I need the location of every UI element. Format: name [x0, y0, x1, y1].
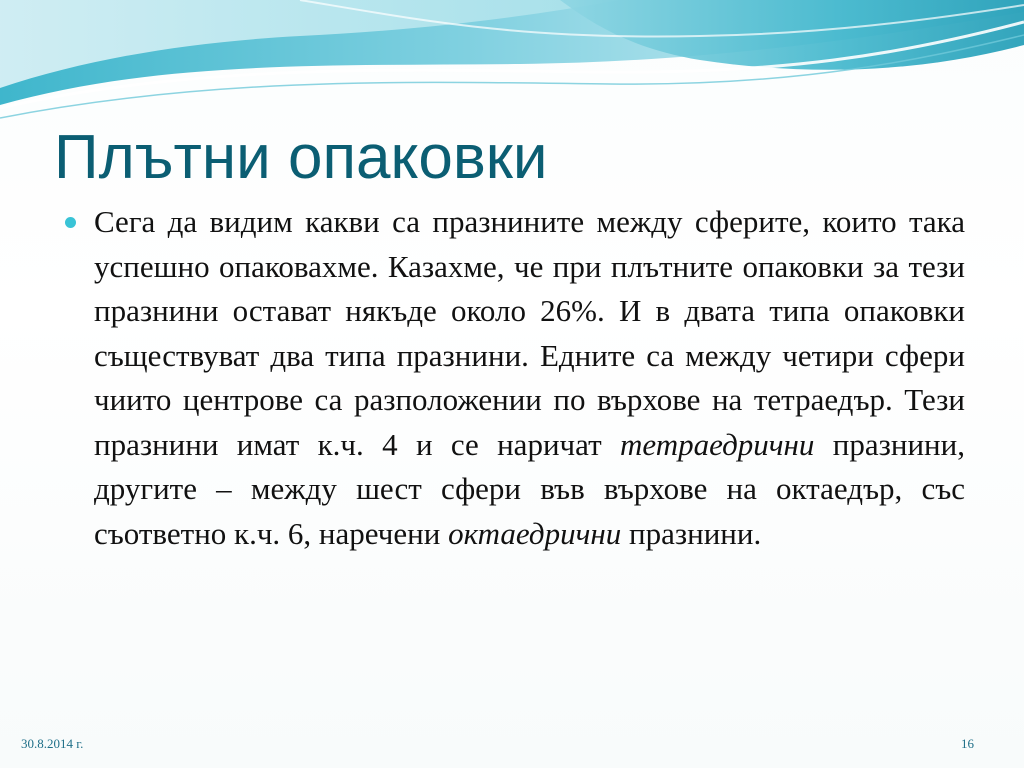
bullet-text-part-2: празнини, другите – между шест сфери във върхове на октаедър, със съответно к.ч. 6, наречени	[94, 426, 965, 551]
bullet-item	[63, 200, 965, 556]
bullet-text	[94, 200, 965, 556]
bullet-text-part-3: празнини.	[621, 515, 762, 551]
footer-page-number: 16	[961, 736, 974, 751]
slide-title: Плътни опаковки	[54, 123, 548, 192]
bullet-dot-icon	[65, 217, 76, 228]
footer-date: 30.8.2014 г.	[21, 736, 84, 751]
header-wave-decoration	[0, 0, 1024, 130]
bullet-text-italic-1: тетраедрични	[619, 426, 815, 462]
bullet-text-part-1: Сега да видим какви са празнините между сферите, които така успешно опаковахме. Казахме, че при плътните опаковки за тези празнини остават някъде около 26%. И в двата типа опаковки съществуват два типа празнини. Едните са между четири сфери чиито центрове са разположении по върхове на тетраедър. Тези празнини имат к.ч. 4 и се наричат	[94, 204, 965, 462]
slide-content	[63, 200, 965, 556]
bullet-text-italic-2: октаедрични	[448, 515, 622, 551]
